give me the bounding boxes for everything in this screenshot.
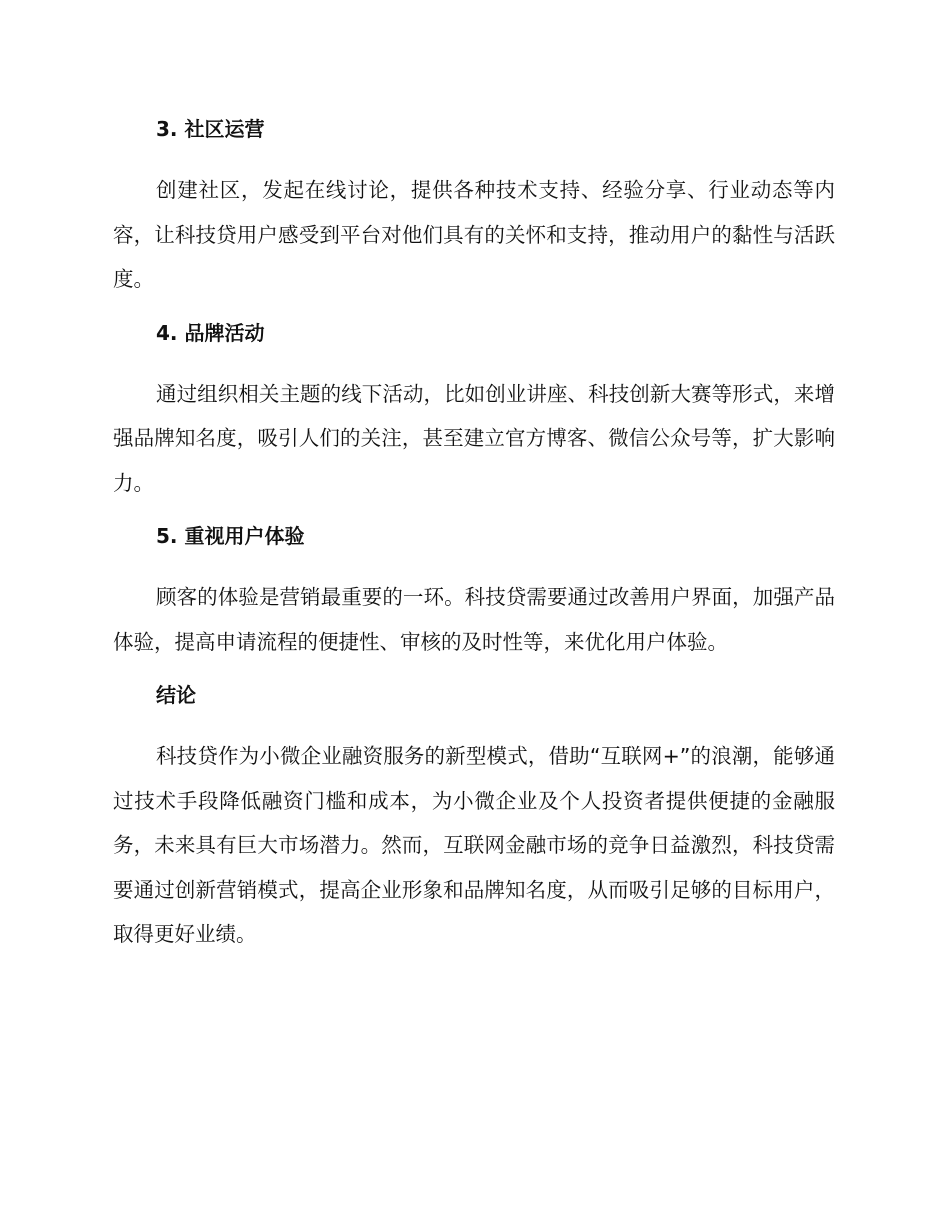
section-paragraph: 科技贷作为小微企业融资服务的新型模式，借助“互联网+”的浪潮，能够通过技术手段降低融资门槛和成本，为小微企业及个人投资者提供便捷的金融服务，未来具有巨大市场潜力。然而，互联网金融市场的竞争日益激烈，科技贷需要通过创新营销模式，提高企业形象和品牌知名度，从而吸引足够的目标用户，取得更好业绩。: [113, 744, 835, 946]
section-heading: 3. 社区运营: [156, 117, 265, 141]
section-brand-activity: [113, 317, 835, 521]
section-paragraph: 创建社区，发起在线讨论，提供各种技术支持、经验分享、行业动态等内容，让科技贷用户感受到平台对他们具有的关怀和支持，推动用户的黏性与活跃度。: [113, 178, 835, 291]
section-paragraph: 顾客的体验是营销最重要的一环。科技贷需要通过改善用户界面，加强产品体验，提高申请流程的便捷性、审核的及时性等，来优化用户体验。: [113, 585, 835, 654]
document-body: [113, 113, 835, 957]
section-paragraph: 通过组织相关主题的线下活动，比如创业讲座、科技创新大赛等形式，来增强品牌知名度，吸引人们的关注，甚至建立官方博客、微信公众号等，扩大影响力。: [113, 381, 835, 495]
section-user-experience: [113, 520, 835, 679]
section-heading: 5. 重视用户体验: [156, 524, 305, 548]
section-community-operation: [113, 113, 835, 317]
section-heading: 4. 品牌活动: [156, 320, 265, 345]
section-heading: 结论: [156, 683, 196, 707]
section-conclusion: [113, 679, 835, 957]
